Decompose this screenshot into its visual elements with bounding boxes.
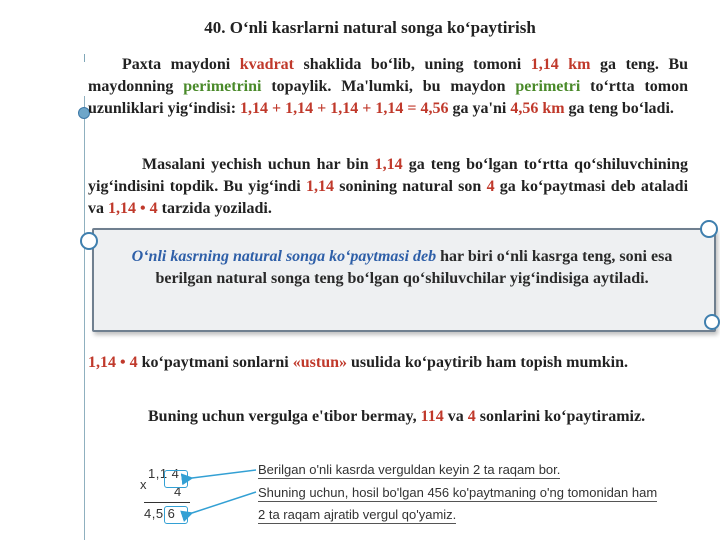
- decimal-digits-highlight: [164, 470, 188, 488]
- paragraph-problem: [88, 54, 688, 120]
- highlight-sum: 1,14 + 1,14 + 1,14 + 1,14 = 4,56: [240, 100, 449, 117]
- scroll-curl-icon: [80, 232, 98, 250]
- text-run: Buning uchun vergulga e'tibor bermay,: [148, 408, 421, 425]
- multiplicand: 1,1 4: [148, 466, 180, 481]
- text-run: ga teng bo‘lgan to‘rtta qo‘shiluvchining yig‘indisini topdik. Bu yig‘indi: [88, 156, 689, 195]
- text-run: ga ko‘paytmasi deb ataladi va: [88, 178, 689, 217]
- text-run: shaklida bo‘lib, uning tomoni: [294, 56, 531, 73]
- definition-body: har biri o‘nli kasrga teng, soni esa berilgan natural songa teng bo‘lgan qo‘shiluvchilar yig‘indisiga aytiladi.: [155, 248, 673, 287]
- note-line: Shuning uchun, hosil bo'lgan 456 ko'paytmaning o'ng tomonidan ham: [258, 485, 658, 500]
- highlight-number: 1,14: [305, 178, 334, 195]
- margin-rule-top: [84, 54, 85, 62]
- paragraph-instruction: [88, 406, 688, 428]
- paragraph-column-method: [88, 352, 688, 374]
- highlight-number: 1,14: [374, 156, 403, 173]
- text-run: ga teng. Bu maydonning: [88, 56, 689, 95]
- multiplier: 4: [174, 484, 182, 499]
- text-run: tarzida yoziladi.: [157, 200, 272, 217]
- highlight-number: 4: [486, 178, 495, 195]
- text-run: Masalani yechish uchun har bin: [142, 156, 375, 173]
- text-run: Paxta maydoni: [122, 56, 240, 73]
- multiply-sign: x: [140, 477, 147, 492]
- text-run: to‘rtta tomon uzunliklari yig‘indisi:: [88, 78, 689, 117]
- note-line: Berilgan o'nli kasrda verguldan keyin 2 ta raqam bor.: [258, 462, 561, 477]
- highlight-result: 4,56 km: [510, 100, 565, 117]
- highlight-side-length: 1,14 km: [530, 56, 591, 73]
- definition-term: O‘nli kasrning natural songa ko‘paytmasi deb: [131, 248, 437, 265]
- highlight-expression: 1,14 • 4: [108, 200, 158, 217]
- highlight-expression: 1,14 • 4: [88, 354, 138, 371]
- arrow-to-multiplicand: [192, 470, 256, 478]
- highlight-number: 114: [420, 408, 444, 425]
- margin-rule: [84, 96, 85, 540]
- scroll-curl-icon: [704, 314, 720, 330]
- definition-text: [104, 246, 700, 290]
- highlight-perimetrini: perimetrini: [183, 78, 262, 95]
- decimal-digits-highlight: [164, 506, 188, 524]
- text-run: topaylik. Ma'lumki, bu maydon: [261, 78, 516, 95]
- highlight-kvadrat: kvadrat: [239, 56, 294, 73]
- text-run: sonlarini ko‘paytiramiz.: [475, 408, 646, 425]
- highlight-ustun: «ustun»: [292, 354, 347, 371]
- product: 4,5 6: [144, 506, 176, 521]
- result-line: [144, 502, 190, 503]
- text-run: ga ya'ni: [448, 100, 511, 117]
- text-run: sonining natural son: [333, 178, 487, 195]
- highlight-number: 4: [467, 408, 476, 425]
- note-line: 2 ta raqam ajratib vergul qo'yamiz.: [258, 507, 457, 522]
- text-run: va: [443, 408, 468, 425]
- lesson-title: 40. O‘nli kasrlarni natural songa ko‘paytirish: [204, 18, 536, 37]
- text-run: ko‘paytmani sonlarni: [137, 354, 293, 371]
- scroll-curl-icon: [700, 220, 718, 238]
- text-run: ga teng bo‘ladi.: [564, 100, 674, 117]
- text-run: usulida ko‘paytirib ham topish mumkin.: [347, 354, 628, 371]
- paragraph-explanation: [88, 154, 688, 220]
- arrow-to-product: [192, 492, 256, 513]
- highlight-perimetri: perimetri: [515, 78, 581, 95]
